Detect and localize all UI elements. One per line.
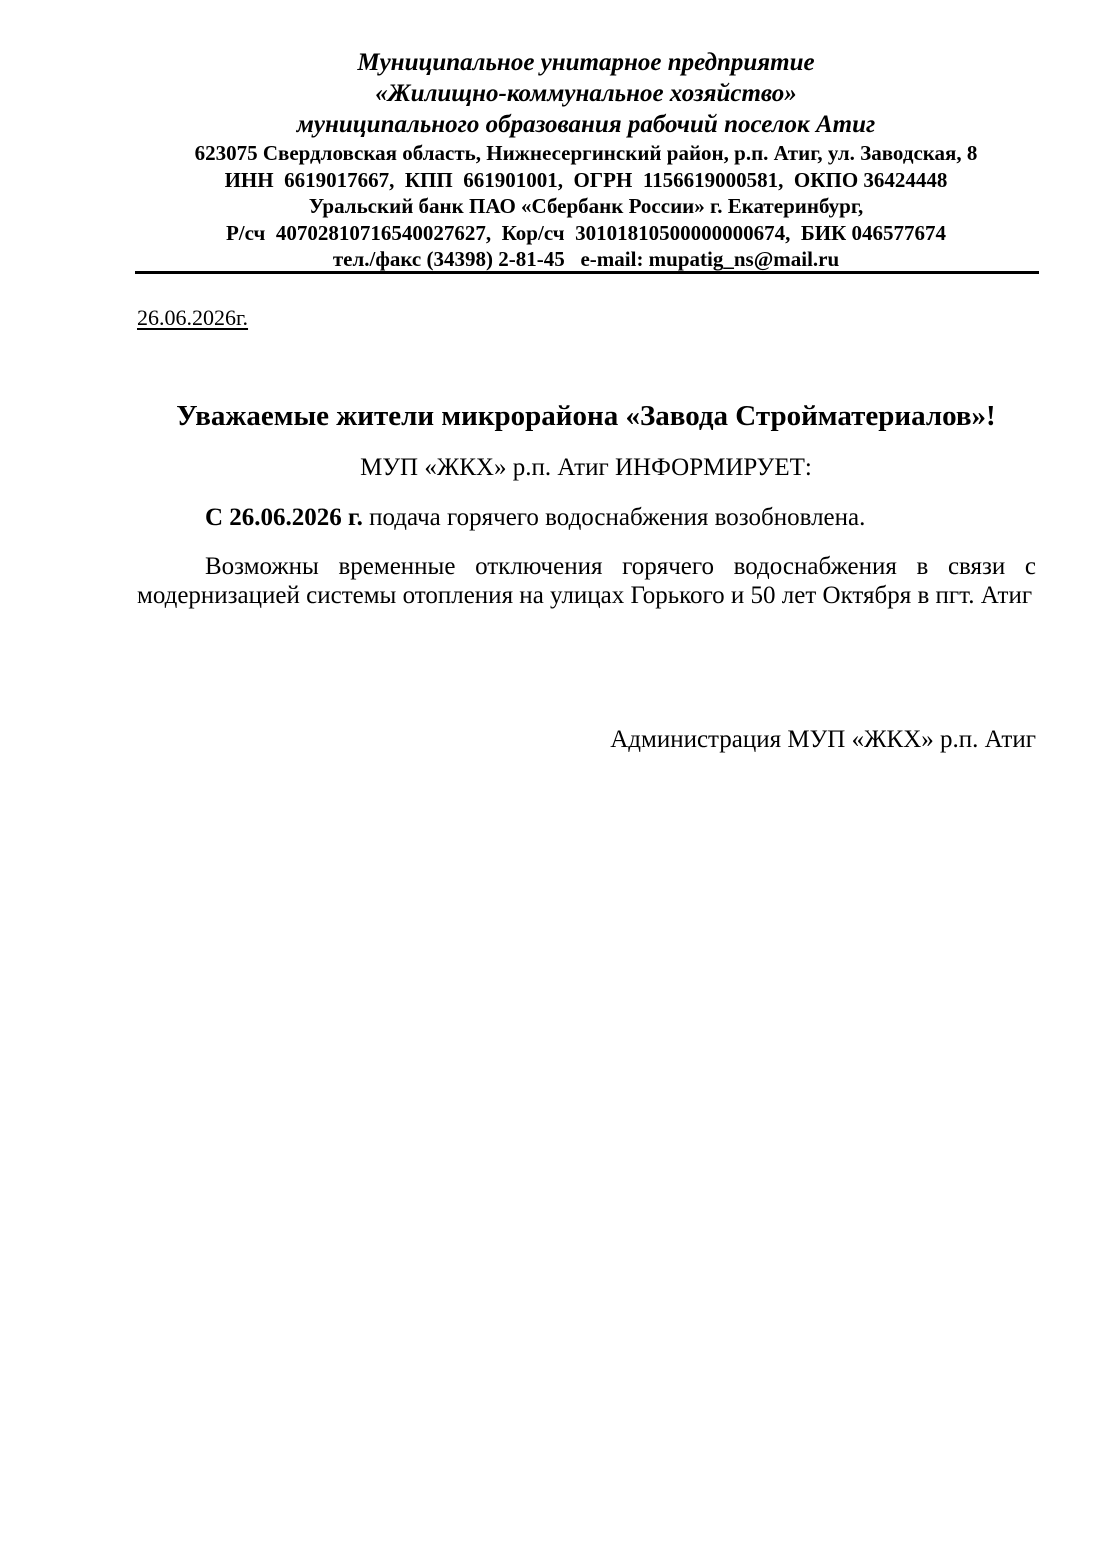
letterhead bbox=[135, 47, 1037, 273]
announcement-text: подача горячего водоснабжения возобновлена. bbox=[362, 504, 866, 531]
letterhead-divider bbox=[135, 271, 1039, 274]
signature-line: Администрация МУП «ЖКХ» р.п. Атиг bbox=[610, 726, 1036, 753]
announcement-date-lead: С 26.06.2026 г. bbox=[205, 504, 363, 531]
letterhead-org-line-2: «Жилищно-коммунальное хозяйство» bbox=[375, 80, 797, 107]
announcement-paragraph bbox=[205, 501, 865, 534]
letterhead-bank: Уральский банк ПАО «Сбербанк России» г. Екатеринбург, bbox=[308, 194, 864, 218]
letterhead-org-line-3: муниципального образования рабочий поселок Атиг bbox=[296, 111, 876, 138]
notice-paragraph: Возможны временные отключения горячего водоснабжения в связи с модернизацией системы отопления на улицах Горького и 50 лет Октября в пгт. Атиг bbox=[137, 553, 1036, 609]
letterhead-registration: ИНН 6619017667, КПП 661901001, ОГРН 1156619000581, ОКПО 36424448 bbox=[224, 167, 948, 192]
document-date: 26.06.2026г. bbox=[137, 305, 249, 330]
salutation-heading: Уважаемые жители микрорайона «Завода Стройматериалов»! bbox=[176, 400, 996, 432]
letterhead-contacts: тел./факс (34398) 2-81-45 e-mail: mupatig_ns@mail.ru bbox=[332, 247, 840, 271]
letterhead-org-line-1: Муниципальное унитарное предприятие bbox=[357, 49, 815, 76]
letterhead-accounts: Р/сч 40702810716540027627, Кор/сч 30101810500000000674, БИК 046577674 bbox=[225, 220, 947, 245]
letterhead-address: 623075 Свердловская область, Нижнесергинский район, р.п. Атиг, ул. Заводская, 8 bbox=[194, 141, 978, 165]
informs-line: МУП «ЖКХ» р.п. Атиг ИНФОРМИРУЕТ: bbox=[360, 454, 812, 481]
